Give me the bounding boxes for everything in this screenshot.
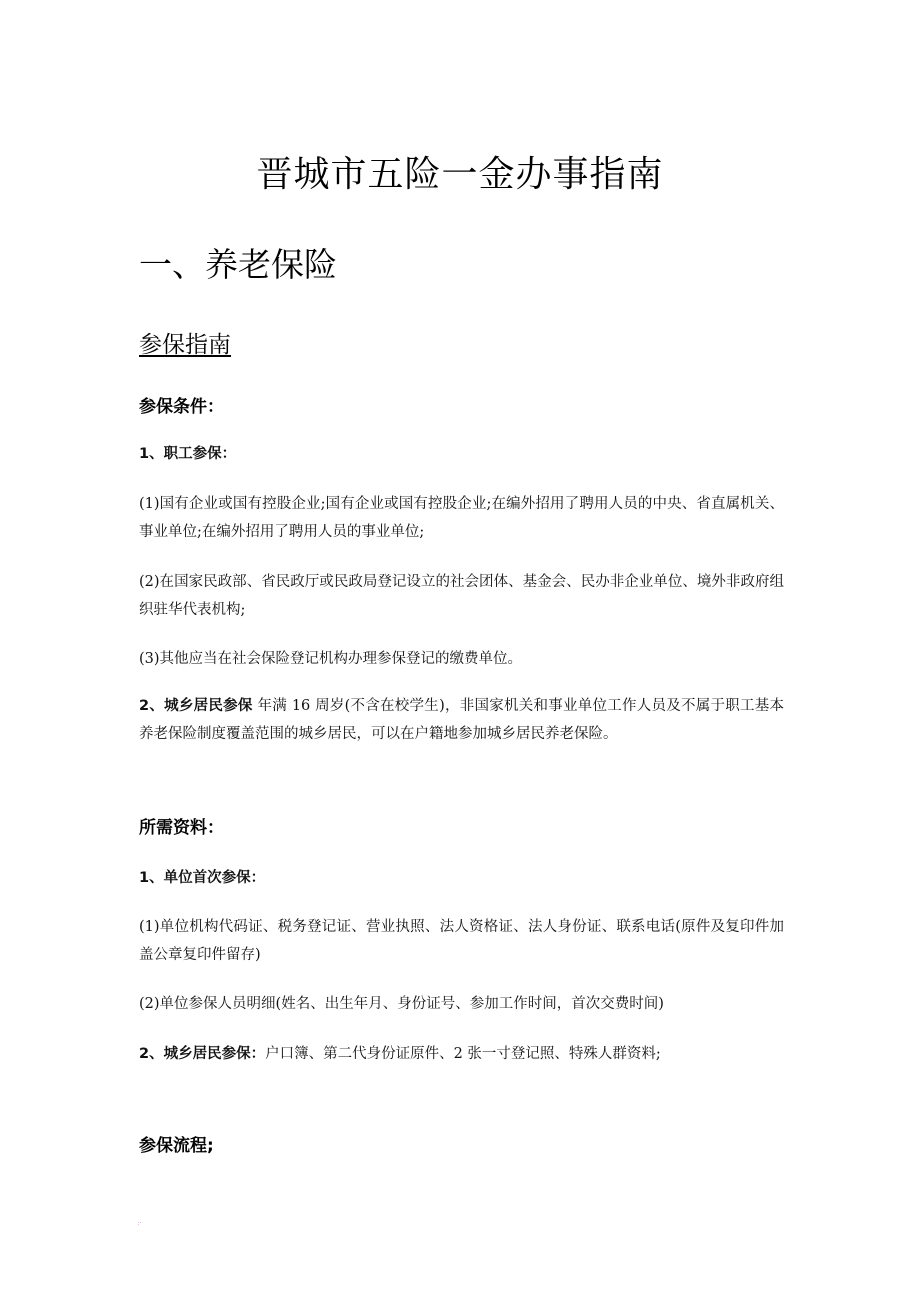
document-title: 晋城市五险一金办事指南 <box>256 154 664 195</box>
materials-item1-sub1: (1)单位机构代码证、税务登记证、营业执照、法人资格证、法人身份证、联系电话(原件及复印件加盖公章复印件留存) <box>139 919 784 963</box>
materials-heading: 所需资料： <box>139 818 224 838</box>
conditions-item1-sub2: (2)在国家民政部、省民政厅或民政局登记设立的社会团体、基金会、民办非企业单位、境外非政府组织驻华代表机构; <box>139 574 784 618</box>
conditions-item2-text: 年满 16 周岁(不含在校学生)，非国家机关和事业单位工作人员及不属于职工基本养老保险制度覆盖范围的城乡居民，可以在户籍地参加城乡居民养老保险。 <box>139 698 784 742</box>
materials-item1-sub2: (2)单位参保人员明细(姓名、出生年月、身份证号、参加工作时间，首次交费时间) <box>139 996 664 1012</box>
page-artifact-mark <box>138 1222 141 1225</box>
materials-item1-label: 1、单位首次参保： <box>139 870 266 886</box>
conditions-item2-label: 2、城乡居民参保 <box>139 698 253 714</box>
materials-item2-text: 户口簿、第二代身份证原件、2 张一寸登记照、特殊人群资料; <box>265 1046 661 1062</box>
conditions-item1-sub1: (1)国有企业或国有控股企业;国有企业或国有控股企业;在编外招用了聘用人员的中央、省直属机关、事业单位;在编外招用了聘用人员的事业单位; <box>139 496 784 540</box>
conditions-item1-label: 1、职工参保： <box>139 446 237 462</box>
materials-item2-label: 2、城乡居民参保： <box>139 1046 266 1062</box>
subsection-heading-guide: 参保指南 <box>139 332 231 358</box>
process-heading: 参保流程; <box>139 1136 214 1156</box>
materials-item2 <box>139 1040 661 1068</box>
conditions-item2 <box>139 692 784 748</box>
conditions-heading: 参保条件： <box>139 397 224 417</box>
section-heading-pension: 一、养老保险 <box>139 245 337 284</box>
conditions-item1-sub3: (3)其他应当在社会保险登记机构办理参保登记的缴费单位。 <box>139 651 523 667</box>
